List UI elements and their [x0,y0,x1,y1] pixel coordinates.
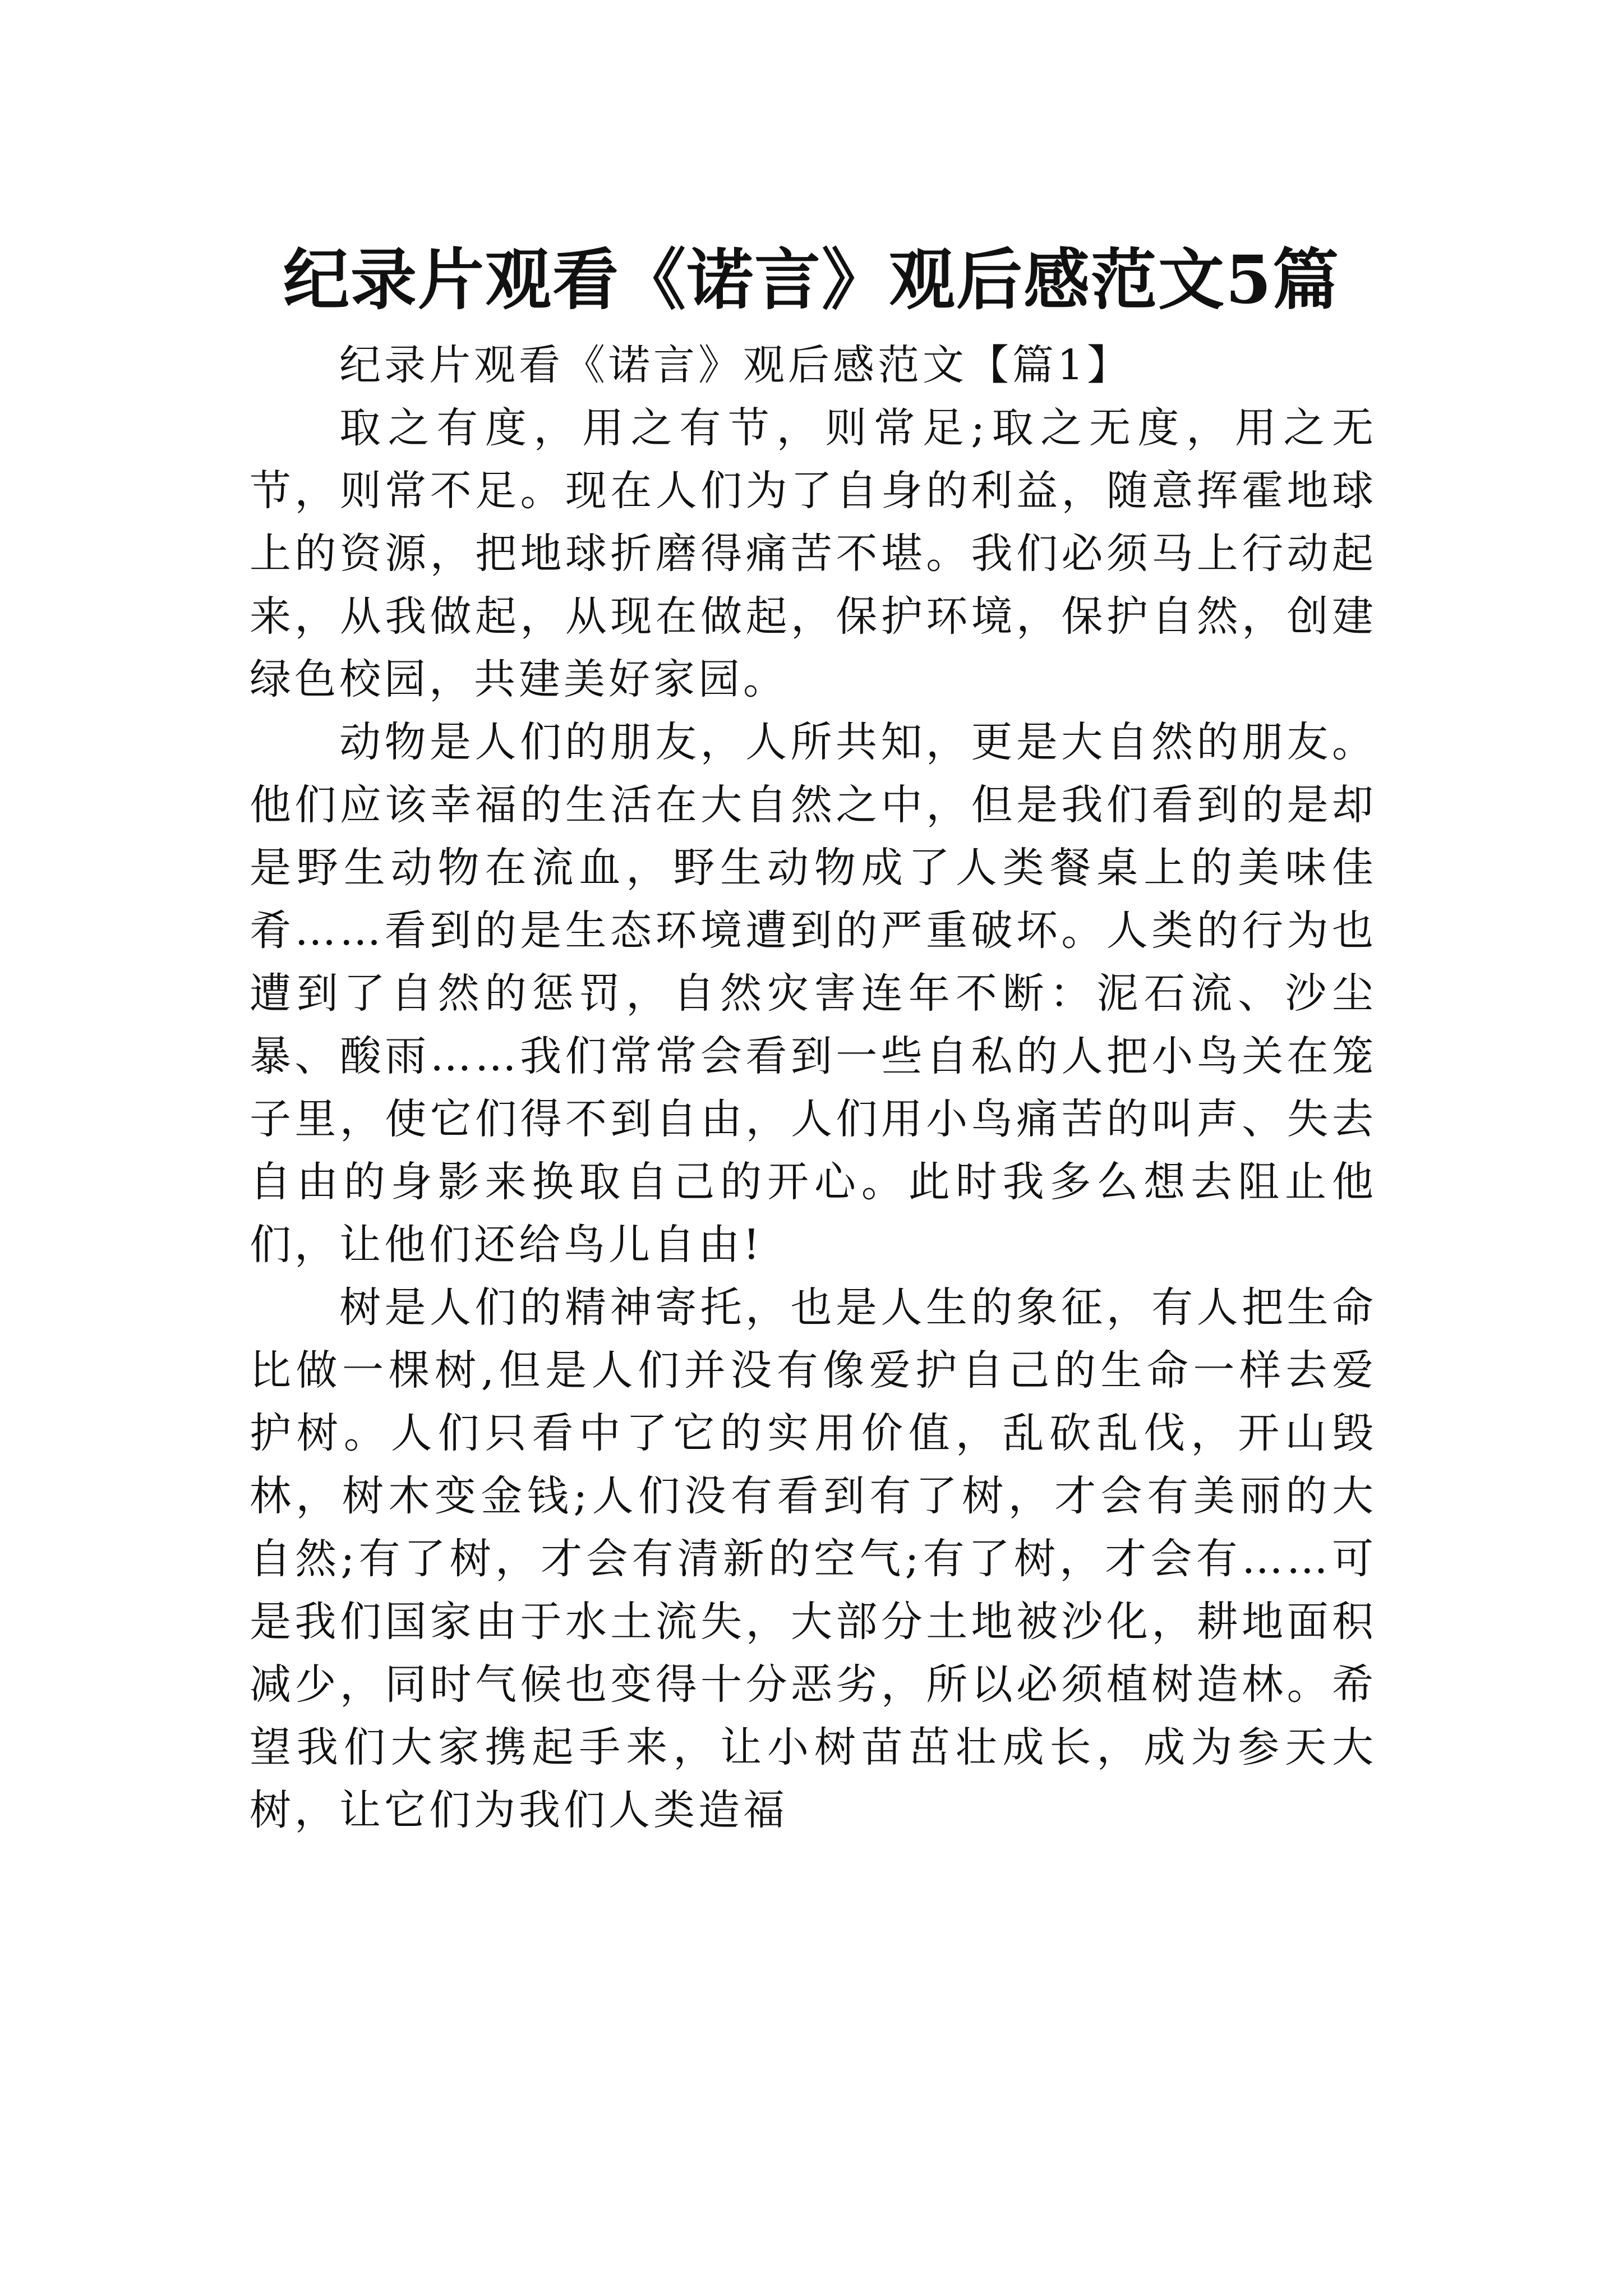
paragraph: 取之有度，用之有节，则常足;取之无度，用之无节，则常不足。现在人们为了自身的利益，随意挥霍地球上的资源，把地球折磨得痛苦不堪。我们必须马上行动起来，从我做起，从现在做起，保护环境，保护自然，创建绿色校园，共建美好家园。 [250,404,1377,703]
document-title: 纪录片观看《诺言》观后感范文5篇 [283,241,1340,319]
paragraph: 树是人们的精神寄托，也是人生的象征，有人把生命比做一棵树,但是人们并没有像爱护自己的生命一样去爱护树。人们只看中了它的实用价值，乱砍乱伐，开山毁林，树木变金钱;人们没有看到有了树，才会有美丽的大自然;有了树，才会有清新的空气;有了树，才会有……可是我们国家由于水土流失，大部分土地被沙化，耕地面积减少，同时气候也变得十分恶劣，所以必须植树造林。希望我们大家携起手来，让小树苗茁壮成长，成为参天大树，让它们为我们人类造福 [250,1283,1377,1834]
document-body [250,334,1377,1842]
section-heading: 纪录片观看《诺言》观后感范文【篇1】 [339,341,1132,389]
paragraph: 动物是人们的朋友，人所共知，更是大自然的朋友。他们应该幸福的生活在大自然之中，但是我们看到的是却是野生动物在流血，野生动物成了人类餐桌上的美味佳肴……看到的是生态环境遭到的严重破坏。人类的行为也遭到了自然的惩罚，自然灾害连年不断：泥石流、沙尘暴、酸雨……我们常常会看到一些自私的人把小鸟关在笼子里，使它们得不到自由，人们用小鸟痛苦的叫声、失去自由的身影来换取自己的开心。此时我多么想去阻止他们，让他们还给鸟儿自由! [250,718,1377,1269]
